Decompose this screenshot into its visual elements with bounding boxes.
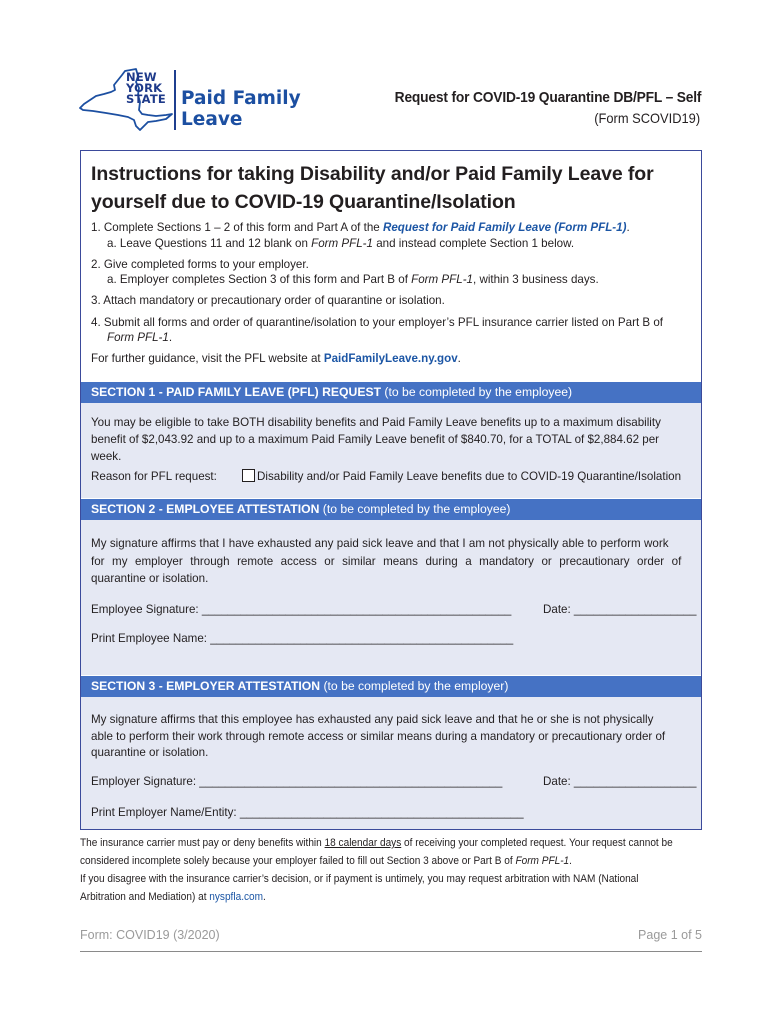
employer-date-field[interactable]: Date: ___________________ [543,775,697,788]
pfl-line1: Paid Family [181,88,301,109]
section2-text-line3: quarantine or isolation. [91,572,209,585]
footer-line1-pre: The insurance carrier must pay or deny benefits within [80,837,325,849]
section1-header [81,382,701,403]
step2a-form: Form PFL-1 [411,273,473,286]
reason-option-label: Disability and/or Paid Family Leave benefits due to COVID-19 Quarantine/Isolation [257,470,682,483]
step2a-text: a. Employer completes Section 3 of this form and Part B of [107,273,412,286]
section2-header [81,499,701,520]
footer-line4-post: . [263,891,266,903]
section1-text-line3: week. [91,450,122,463]
section2-text-line1: My signature affirms that I have exhausted any paid sick leave and that I am not physically able to perform work [91,537,669,550]
footer-line3: If you disagree with the insurance carrier’s decision, or if payment is untimely, you may request arbitration with NAM (National [80,873,639,885]
section2-text-line2: for my employer through remote access or similar means during a mandatory or precautionary order of [91,555,682,568]
footer-line2 [80,853,572,870]
ny-new-text: NEW [126,70,157,84]
step1a-form: Form PFL-1 [311,237,373,250]
instruction-step-2a [107,271,599,288]
step1-text: 1. Complete Sections 1 – 2 of this form and Part A of the [91,221,383,234]
form-id: Form: COVID19 (3/2020) [80,928,220,942]
employer-name-field[interactable]: Print Employer Name/Entity: ____________________________________________ [91,806,524,819]
instruction-step-1 [91,219,630,236]
ny-state-wordmark [126,72,166,105]
instructions-heading-line1: Instructions for taking Disability and/or Paid Family Leave for [91,163,654,185]
instruction-step-2: 2. Give completed forms to your employer. [91,258,309,271]
section3-title: SECTION 3 - EMPLOYER ATTESTATION [91,679,321,693]
employee-name-field[interactable]: Print Employee Name: _______________________________________________ [91,632,514,645]
paid-family-leave-wordmark [181,88,301,130]
step2a-end: , within 3 business days. [473,273,599,286]
footer-line1 [80,835,673,852]
instruction-step-3: 3. Attach mandatory or precautionary order of quarantine or isolation. [91,294,445,307]
footer-line4 [80,889,266,906]
footer-line1-post: of receiving your completed request. Your request cannot be [401,837,673,849]
reason-label: Reason for PFL request: [91,470,217,483]
instructions-heading-line2: yourself due to COVID-19 Quarantine/Isolation [91,191,516,213]
ny-state-text: STATE [126,92,166,106]
employee-signature-field[interactable]: Employee Signature: ________________________________________________ [91,603,512,616]
step4-end: . [168,331,173,344]
section2-note: (to be completed by the employee) [319,502,511,516]
pfl1-form-link[interactable]: Request for Paid Family Leave (Form PFL-1) [382,221,627,234]
section1-text-line1: You may be eligible to take BOTH disability benefits and Paid Family Leave benefits up to a maximum disability [91,416,661,429]
step4-form: Form PFL-1 [107,331,169,344]
step1a-text: a. Leave Questions 11 and 12 blank on [107,237,312,250]
section3-note: (to be completed by the employer) [320,679,509,693]
guidance-end: . [457,352,461,365]
section1-text-line2: benefit of $2,043.92 and up to a maximum Paid Family Leave benefit of $840.70, for a TOTAL of $2,884.62 per [91,433,660,446]
step1a-end: and instead complete Section 1 below. [372,237,575,250]
page-number: Page 1 of 5 [638,928,702,942]
footer-line2-form: Form PFL-1 [515,855,570,867]
instruction-step-1a [107,235,574,252]
section2-title: SECTION 2 - EMPLOYEE ATTESTATION [91,502,320,516]
pfl-website-link[interactable]: PaidFamilyLeave.ny.gov [323,352,458,365]
guidance-pre: For further guidance, visit the PFL website at [91,352,324,365]
guidance-text [91,350,461,367]
section1-title: SECTION 1 - PAID FAMILY LEAVE (PFL) REQUEST [91,385,382,399]
nam-website-link[interactable]: nyspfla.com [209,891,264,903]
footer-18-days: 18 calendar days [324,837,402,849]
pfl-line2: Leave [181,109,243,130]
footer-line2-pre: considered incomplete solely because your employer failed to fill out Section 3 above or Part B of [80,855,516,867]
employee-date-field[interactable]: Date: ___________________ [543,603,697,616]
logo-divider [174,70,176,130]
ny-york-text: YORK [126,81,163,95]
footer-line2-post: . [569,855,572,867]
footer-rule [80,951,702,952]
form-title: Request for COVID-19 Quarantine DB/PFL – Self [394,89,701,106]
section3-text-line2: able to perform their work through remote access or similar means during a mandatory or precautionary order of [91,730,666,743]
section3-text-line1: My signature affirms that this employee has exhausted any paid sick leave and that he or she is not physically [91,713,654,726]
section1-note: (to be completed by the employee) [381,385,573,399]
section3-text-line3: quarantine or isolation. [91,746,209,759]
instruction-step-4: 4. Submit all forms and order of quarantine/isolation to your employer’s PFL insurance carrier listed on Part B of [91,316,664,329]
footer-line4-pre: Arbitration and Mediation) at [80,891,210,903]
reason-option [242,468,681,485]
form-subtitle: (Form SCOVID19) [594,110,700,126]
instructions-heading [91,160,691,216]
employer-signature-field[interactable]: Employer Signature: _______________________________________________ [91,775,503,788]
section3-header [81,676,701,697]
instruction-step-4-cont [107,329,172,346]
step1-end: . [626,221,630,234]
reason-checkbox[interactable] [242,469,255,482]
